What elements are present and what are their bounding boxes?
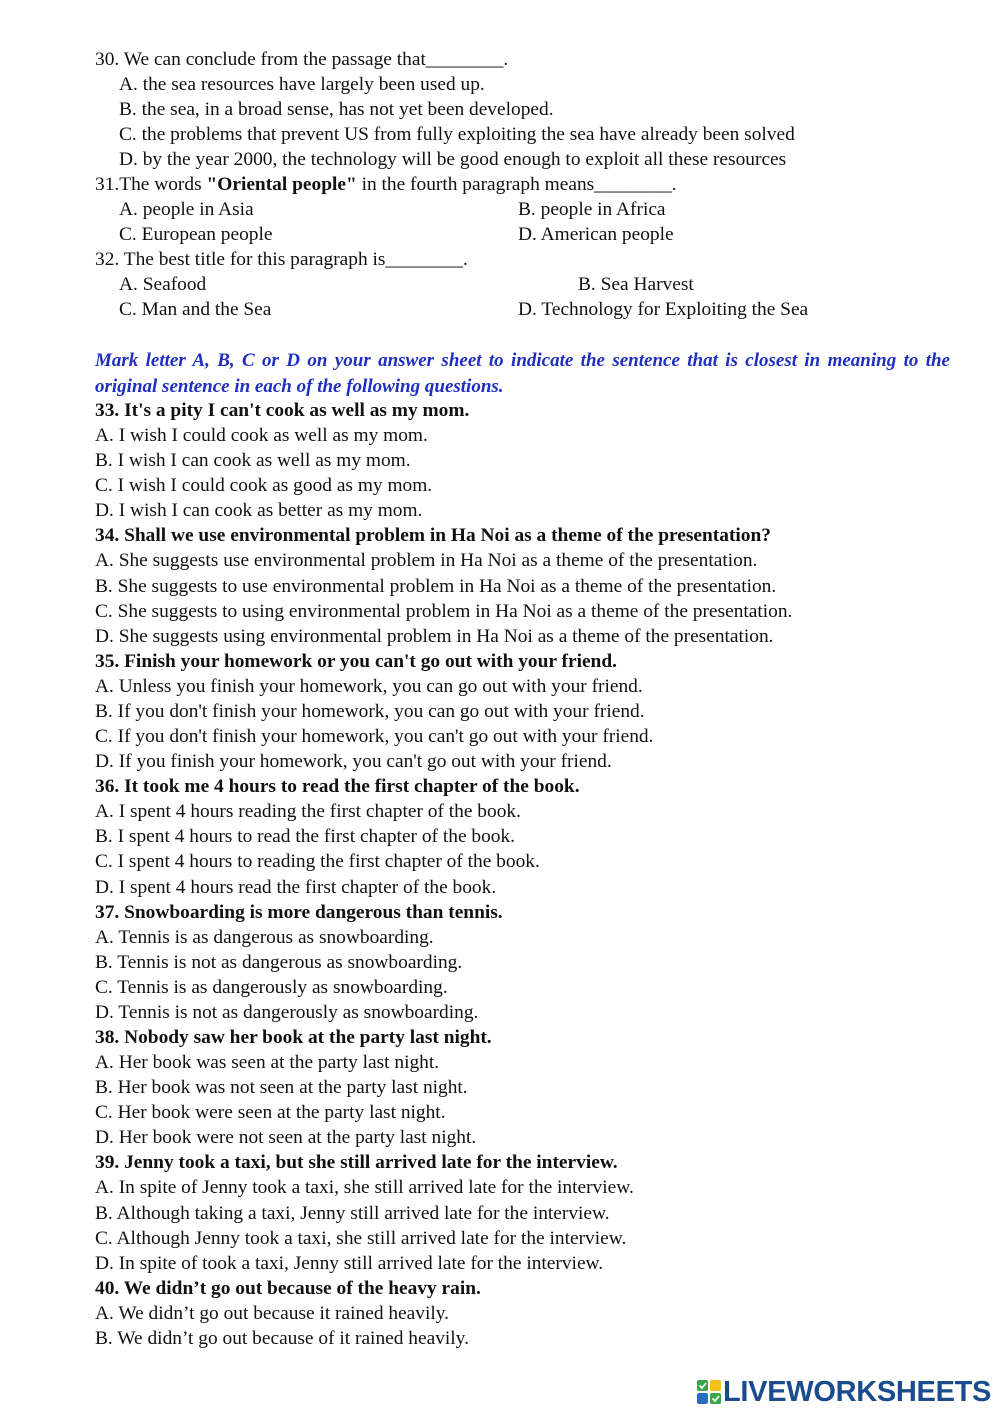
answer-option: A. In spite of Jenny took a taxi, she still arrived late for the interview. [95, 1177, 634, 1199]
answer-option: B. If you don't finish your homework, you can go out with your friend. [95, 700, 645, 722]
q32-option-d: D. Technology for Exploiting the Sea [518, 299, 809, 320]
answer-option: D. She suggests using environmental problem in Ha Noi as a theme of the presentation. [95, 625, 774, 647]
q30-option-a: A. the sea resources have largely been used up. [119, 74, 485, 95]
q30-option-b: B. the sea, in a broad sense, has not yet been developed. [119, 99, 554, 120]
answer-option: B. She suggests to use environmental problem in Ha Noi as a theme of the presentation. [95, 575, 777, 597]
question-stem: 33. It's a pity I can't cook as well as my mom. [95, 400, 470, 421]
q31-option-d: D. American people [518, 224, 674, 245]
answer-option: C. She suggests to using environmental problem in Ha Noi as a theme of the presentation. [95, 600, 793, 622]
question-stem: 36. It took me 4 hours to read the first chapter of the book. [95, 776, 580, 798]
question-stem: 37. Snowboarding is more dangerous than tennis. [95, 901, 503, 923]
answer-option: C. Her book were seen at the party last night. [95, 1102, 446, 1124]
answer-option: C. Although Jenny took a taxi, she still arrived late for the interview. [95, 1227, 627, 1249]
section-instruction: Mark letter A, B, C or D on your answer sheet to indicate the sentence that is closest in meaning to the original sentence in each of the following questions. [95, 350, 950, 397]
answer-option: D. I spent 4 hours read the first chapter of the book. [95, 876, 497, 898]
answer-option: A. Her book was seen at the party last night. [95, 1052, 440, 1074]
q31-option-a: A. people in Asia [119, 199, 254, 220]
answer-option: D. I wish I can cook as better as my mom. [95, 500, 423, 522]
q31-option-b: B. people in Africa [518, 199, 666, 220]
q31-stem-post: in the fourth paragraph means________. [356, 174, 677, 195]
question-stem: 34. Shall we use environmental problem in Ha Noi as a theme of the presentation? [95, 525, 771, 547]
q30-stem: 30. We can conclude from the passage that________. [95, 49, 509, 70]
answer-option: C. If you don't finish your homework, you can't go out with your friend. [95, 726, 654, 748]
answer-option: B. Her book was not seen at the party last night. [95, 1077, 468, 1099]
answer-option: B. We didn’t go out because of it rained heavily. [95, 1327, 469, 1349]
question-stem: 39. Jenny took a taxi, but she still arrived late for the interview. [95, 1152, 618, 1174]
answer-option: B. I spent 4 hours to read the first chapter of the book. [95, 826, 516, 848]
answer-option: D. In spite of took a taxi, Jenny still arrived late for the interview. [95, 1252, 604, 1274]
answer-option: D. Tennis is not as dangerously as snowboarding. [95, 1001, 479, 1023]
question-stem: 38. Nobody saw her book at the party last night. [95, 1027, 492, 1048]
answer-option: C. I wish I could cook as good as my mom. [95, 475, 433, 497]
answer-option: D. If you finish your homework, you can't go out with your friend. [95, 751, 612, 773]
q31-option-c: C. European people [119, 224, 273, 245]
q30-option-d: D. by the year 2000, the technology will be good enough to exploit all these resources [119, 149, 787, 170]
answer-option: A. We didn’t go out because it rained heavily. [95, 1302, 450, 1324]
answer-option: C. Tennis is as dangerously as snowboarding. [95, 976, 448, 998]
q32-stem: 32. The best title for this paragraph is________. [95, 249, 468, 270]
answer-option: A. Tennis is as dangerous as snowboarding. [95, 926, 434, 948]
answer-option: D. Her book were not seen at the party last night. [95, 1127, 477, 1149]
answer-option: B. Tennis is not as dangerous as snowboarding. [95, 951, 463, 973]
question-stem: 40. We didn’t go out because of the heavy rain. [95, 1277, 481, 1299]
question-stem: 35. Finish your homework or you can't go out with your friend. [95, 650, 617, 672]
q31-stem-bold: "Oriental people" [206, 174, 357, 195]
answer-option: B. Although taking a taxi, Jenny still arrived late for the interview. [95, 1202, 610, 1224]
answer-option: A. She suggests use environmental problem in Ha Noi as a theme of the presentation. [95, 550, 758, 572]
q32-option-a: A. Seafood [119, 274, 207, 295]
liveworksheets-watermark [695, 1376, 995, 1408]
answer-option: A. I wish I could cook as well as my mom. [95, 425, 428, 447]
answer-option: A. I spent 4 hours reading the first chapter of the book. [95, 801, 521, 823]
answer-option: B. I wish I can cook as well as my mom. [95, 450, 411, 472]
answer-option: A. Unless you finish your homework, you can go out with your friend. [95, 675, 643, 697]
watermark-text: LIVEWORKSHEETS [723, 1376, 992, 1408]
q31-stem [95, 172, 677, 197]
answer-option: C. I spent 4 hours to reading the first chapter of the book. [95, 851, 540, 873]
q32-option-b: B. Sea Harvest [578, 274, 694, 295]
q32-option-c: C. Man and the Sea [119, 299, 272, 320]
q30-option-c: C. the problems that prevent US from fully exploiting the sea have already been solved [119, 124, 795, 145]
liveworksheets-logo-icon [695, 1378, 725, 1406]
q31-stem-pre: 31.The words [95, 174, 207, 195]
